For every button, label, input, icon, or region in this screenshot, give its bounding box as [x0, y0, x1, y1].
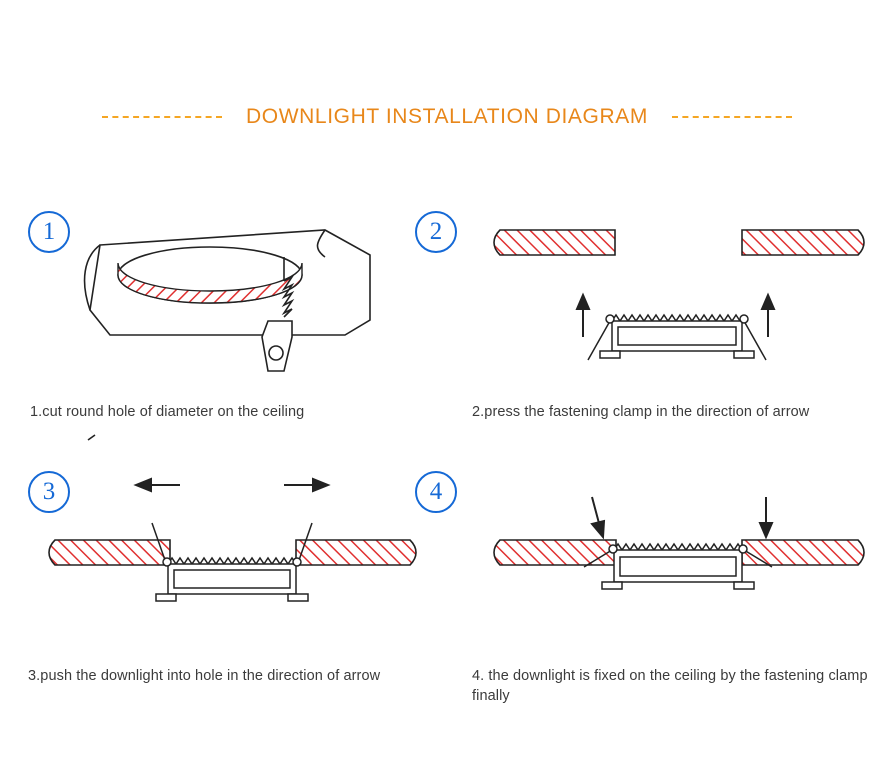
steps-grid [0, 185, 894, 705]
steps-row-1 [0, 185, 894, 445]
step-number-badge-4: 4 [415, 471, 457, 513]
page-title: DOWNLIGHT INSTALLATION DIAGRAM [246, 105, 648, 128]
step-3 [0, 445, 447, 705]
title-rule-right [672, 116, 792, 118]
title-rule-left [102, 116, 222, 118]
step-caption-1: 1.cut round hole of diameter on the ceiling [30, 404, 305, 420]
step-caption-2: 2.press the fastening clamp in the direction of arrow [472, 404, 810, 420]
step-caption-3: 3.push the downlight into hole in the direction of arrow [28, 668, 381, 684]
diagram-title-row [0, 100, 894, 134]
step-number-badge-1: 1 [28, 211, 70, 253]
step-1 [0, 185, 447, 445]
step-caption-4: 4. the downlight is fixed on the ceiling by the fastening clamp finally [472, 668, 868, 704]
step-2 [429, 185, 894, 445]
step-number-badge-3: 3 [28, 471, 70, 513]
step-number-badge-2: 2 [415, 211, 457, 253]
steps-row-2 [0, 445, 894, 705]
step-4 [429, 445, 894, 705]
